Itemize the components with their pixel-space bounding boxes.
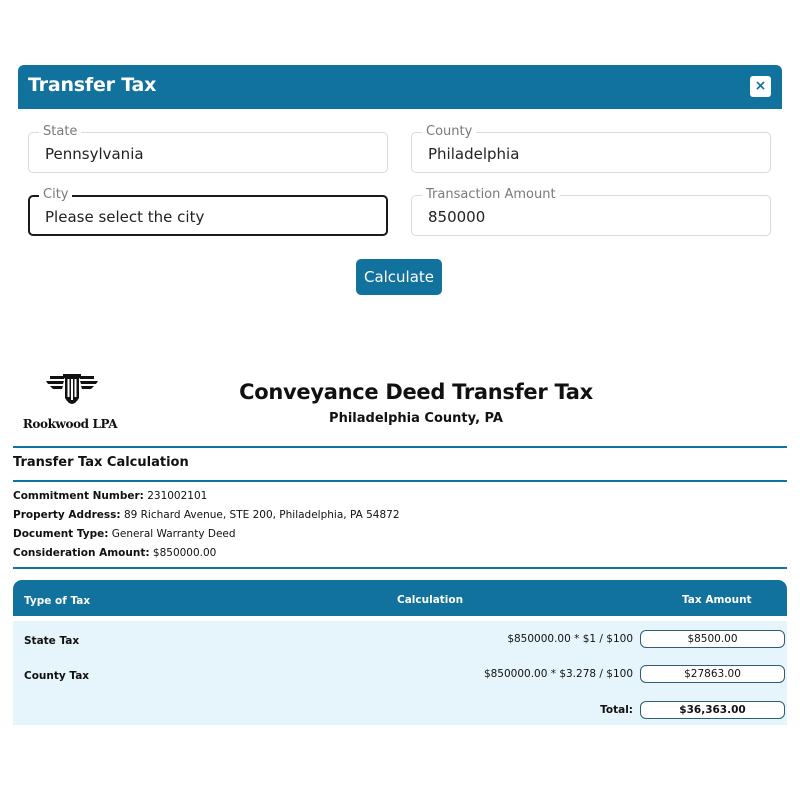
table-row-calculation: $850000.00 * $1 / $100	[507, 633, 633, 645]
column-header-amount: Tax Amount	[682, 594, 752, 606]
modal-header	[18, 65, 782, 109]
table-row-type: State Tax	[24, 635, 80, 647]
rookwood-logo-icon	[36, 366, 108, 414]
modal-title: Transfer Tax	[28, 74, 157, 96]
total-amount: $36,363.00	[640, 701, 785, 719]
close-button[interactable]	[750, 76, 771, 97]
property-address	[13, 509, 400, 521]
divider	[13, 567, 787, 569]
city-label: City	[39, 187, 72, 203]
consideration-amount	[13, 547, 216, 559]
detail-label: Property Address:	[13, 509, 121, 521]
city-field[interactable]	[28, 187, 388, 236]
document-subtitle: Philadelphia County, PA	[329, 411, 503, 426]
detail-label: Document Type:	[13, 528, 109, 540]
detail-value: 231002101	[147, 490, 208, 502]
transaction-amount-field[interactable]	[411, 187, 771, 236]
detail-value: $850000.00	[152, 547, 217, 559]
table-row-amount: $27863.00	[640, 665, 785, 683]
transaction-amount-label: Transaction Amount	[422, 187, 560, 203]
county-label: County	[422, 124, 476, 140]
table-row-type: County Tax	[24, 670, 90, 682]
detail-label: Consideration Amount:	[13, 547, 150, 559]
section-title: Transfer Tax Calculation	[13, 455, 189, 470]
detail-label: Commitment Number:	[13, 490, 144, 502]
transaction-amount-input[interactable]	[428, 208, 760, 226]
logo-text: Rookwood LPA	[22, 417, 118, 431]
detail-value: General Warranty Deed	[111, 528, 236, 540]
total-label: Total:	[600, 704, 633, 716]
city-input[interactable]	[45, 208, 376, 226]
table-row-amount: $8500.00	[640, 630, 785, 648]
close-icon: ×	[754, 78, 767, 94]
state-input[interactable]	[45, 145, 377, 163]
county-input[interactable]	[428, 145, 760, 163]
state-field[interactable]	[28, 124, 388, 173]
column-header-type: Type of Tax	[24, 595, 91, 607]
divider	[13, 480, 787, 482]
commitment-number	[13, 490, 207, 502]
calculate-button[interactable]: Calculate	[356, 259, 442, 295]
county-field[interactable]	[411, 124, 771, 173]
document-title: Conveyance Deed Transfer Tax	[239, 380, 593, 404]
tax-table-header	[13, 580, 787, 616]
table-row-calculation: $850000.00 * $3.278 / $100	[483, 668, 633, 680]
divider	[13, 446, 787, 448]
document-type	[13, 528, 236, 540]
detail-value: 89 Richard Avenue, STE 200, Philadelphia, PA 54872	[123, 509, 400, 521]
state-label: State	[39, 124, 81, 140]
tax-table-body	[13, 621, 787, 725]
column-header-calculation: Calculation	[397, 594, 464, 606]
